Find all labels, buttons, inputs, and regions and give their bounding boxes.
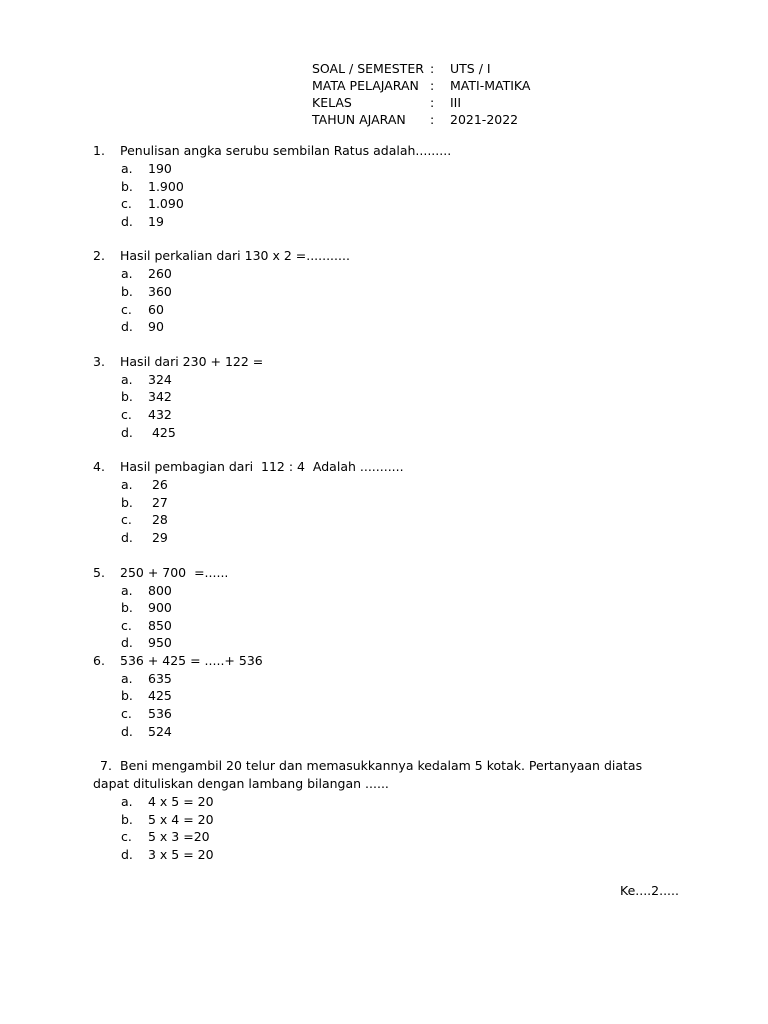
header-colon: : bbox=[430, 61, 435, 76]
question-number: 1. bbox=[93, 143, 105, 158]
option-b bbox=[0, 811, 768, 829]
option-letter: b. bbox=[121, 688, 133, 704]
option-value: 260 bbox=[148, 266, 172, 282]
option-letter: b. bbox=[121, 494, 133, 510]
option-a bbox=[0, 670, 768, 688]
option-letter: d. bbox=[121, 529, 133, 545]
option-a bbox=[0, 476, 768, 494]
option-letter: d. bbox=[121, 319, 133, 335]
option-value: 342 bbox=[148, 389, 172, 405]
option-a bbox=[0, 265, 768, 283]
question-text: Penulisan angka serubu sembilan Ratus adalah......... bbox=[120, 143, 452, 158]
option-letter: c. bbox=[121, 829, 132, 845]
question-2 bbox=[0, 247, 768, 335]
option-list bbox=[0, 670, 768, 740]
option-c bbox=[0, 705, 768, 723]
option-list bbox=[0, 582, 768, 652]
option-d bbox=[0, 424, 768, 442]
option-value: 850 bbox=[148, 617, 172, 633]
option-letter: c. bbox=[121, 406, 132, 422]
option-b bbox=[0, 388, 768, 406]
option-letter: d. bbox=[121, 847, 133, 863]
option-d bbox=[0, 634, 768, 652]
option-value: 536 bbox=[148, 706, 172, 722]
header-colon: : bbox=[430, 112, 435, 127]
question-number: 7. bbox=[100, 758, 112, 774]
question-5 bbox=[0, 564, 768, 652]
option-value: 1.090 bbox=[148, 196, 184, 212]
option-value: 425 bbox=[148, 424, 176, 440]
option-d bbox=[0, 723, 768, 741]
question-number: 6. bbox=[93, 652, 105, 668]
option-value: 432 bbox=[148, 406, 172, 422]
header-row-subject bbox=[312, 77, 612, 94]
option-value: 90 bbox=[148, 319, 164, 335]
option-b bbox=[0, 599, 768, 617]
question-1 bbox=[0, 142, 768, 230]
option-value: 26 bbox=[148, 477, 168, 493]
option-letter: d. bbox=[121, 424, 133, 440]
option-letter: a. bbox=[121, 582, 133, 598]
exam-header bbox=[312, 60, 612, 128]
option-list bbox=[0, 160, 768, 230]
header-row-year bbox=[312, 111, 612, 128]
question-6 bbox=[0, 652, 768, 740]
option-list bbox=[0, 476, 768, 546]
question-list bbox=[0, 142, 768, 881]
option-list bbox=[0, 793, 768, 863]
option-letter: a. bbox=[121, 670, 133, 686]
question-number: 2. bbox=[93, 248, 105, 264]
option-value: 4 x 5 = 20 bbox=[148, 794, 214, 810]
option-letter: a. bbox=[121, 371, 133, 387]
option-letter: d. bbox=[121, 213, 133, 229]
option-value: 950 bbox=[148, 635, 172, 651]
option-d bbox=[0, 213, 768, 231]
option-b bbox=[0, 687, 768, 705]
question-7 bbox=[0, 757, 768, 863]
option-b bbox=[0, 494, 768, 512]
option-letter: b. bbox=[121, 389, 133, 405]
option-a bbox=[0, 582, 768, 600]
question-text: Hasil pembagian dari 112 : 4 Adalah ........... bbox=[120, 459, 404, 475]
question-text: Hasil perkalian dari 130 x 2 =........... bbox=[120, 248, 350, 264]
option-a bbox=[0, 160, 768, 178]
page-continuation-note: Ke....2..... bbox=[620, 883, 679, 898]
option-value: 3 x 5 = 20 bbox=[148, 847, 214, 863]
question-text: Beni mengambil 20 telur dan memasukkannya kedalam 5 kotak. Pertanyaan diatas dapat dituliskan dengan lambang bilangan ...... bbox=[93, 758, 643, 792]
option-letter: a. bbox=[121, 161, 133, 176]
option-letter: d. bbox=[121, 635, 133, 651]
option-letter: a. bbox=[121, 477, 133, 493]
option-c bbox=[0, 301, 768, 319]
header-colon: : bbox=[430, 95, 435, 110]
option-c bbox=[0, 195, 768, 213]
option-a bbox=[0, 793, 768, 811]
option-value: 28 bbox=[148, 512, 168, 528]
question-text: 250 + 700 =...... bbox=[120, 564, 229, 580]
option-c bbox=[0, 828, 768, 846]
option-letter: b. bbox=[121, 600, 133, 616]
header-label: MATA PELAJARAN bbox=[312, 78, 419, 93]
option-value: 900 bbox=[148, 600, 172, 616]
option-letter: c. bbox=[121, 706, 132, 722]
option-letter: b. bbox=[121, 178, 133, 194]
option-value: 5 x 3 =20 bbox=[148, 829, 210, 845]
question-number: 3. bbox=[93, 353, 105, 369]
option-value: 800 bbox=[148, 582, 172, 598]
option-value: 5 x 4 = 20 bbox=[148, 811, 214, 827]
option-b bbox=[0, 283, 768, 301]
option-d bbox=[0, 846, 768, 864]
header-value: UTS / I bbox=[450, 61, 491, 76]
question-number: 4. bbox=[93, 459, 105, 475]
option-list bbox=[0, 371, 768, 441]
option-value: 19 bbox=[148, 213, 164, 229]
option-d bbox=[0, 529, 768, 547]
option-list bbox=[0, 265, 768, 335]
option-letter: b. bbox=[121, 283, 133, 299]
option-c bbox=[0, 406, 768, 424]
option-value: 60 bbox=[148, 301, 164, 317]
option-letter: c. bbox=[121, 617, 132, 633]
header-value: 2021-2022 bbox=[450, 112, 519, 127]
header-value: III bbox=[450, 95, 462, 110]
option-b bbox=[0, 178, 768, 196]
option-c bbox=[0, 511, 768, 529]
question-4 bbox=[0, 458, 768, 546]
option-letter: b. bbox=[121, 811, 133, 827]
header-value: MATI-MATIKA bbox=[450, 78, 531, 93]
option-d bbox=[0, 318, 768, 336]
question-text: 536 + 425 = .....+ 536 bbox=[120, 652, 263, 668]
question-text: Hasil dari 230 + 122 = bbox=[120, 353, 264, 369]
header-label: TAHUN AJARAN bbox=[312, 112, 406, 127]
option-letter: a. bbox=[121, 266, 133, 282]
option-letter: c. bbox=[121, 301, 132, 317]
option-a bbox=[0, 371, 768, 389]
option-letter: c. bbox=[121, 196, 132, 212]
header-label: SOAL / SEMESTER bbox=[312, 61, 424, 76]
option-value: 635 bbox=[148, 670, 172, 686]
option-value: 27 bbox=[148, 494, 168, 510]
option-letter: d. bbox=[121, 723, 133, 739]
option-letter: c. bbox=[121, 512, 132, 528]
option-value: 425 bbox=[148, 688, 172, 704]
question-3 bbox=[0, 353, 768, 441]
option-value: 360 bbox=[148, 283, 172, 299]
header-label: KELAS bbox=[312, 95, 352, 110]
option-value: 1.900 bbox=[148, 178, 184, 194]
option-value: 29 bbox=[148, 529, 168, 545]
header-row-semester bbox=[312, 60, 612, 77]
option-c bbox=[0, 617, 768, 635]
header-colon: : bbox=[430, 78, 435, 93]
option-letter: a. bbox=[121, 794, 133, 810]
option-value: 524 bbox=[148, 723, 172, 739]
question-number: 5. bbox=[93, 564, 105, 580]
option-value: 190 bbox=[148, 161, 172, 176]
header-row-class bbox=[312, 94, 612, 111]
option-value: 324 bbox=[148, 371, 172, 387]
